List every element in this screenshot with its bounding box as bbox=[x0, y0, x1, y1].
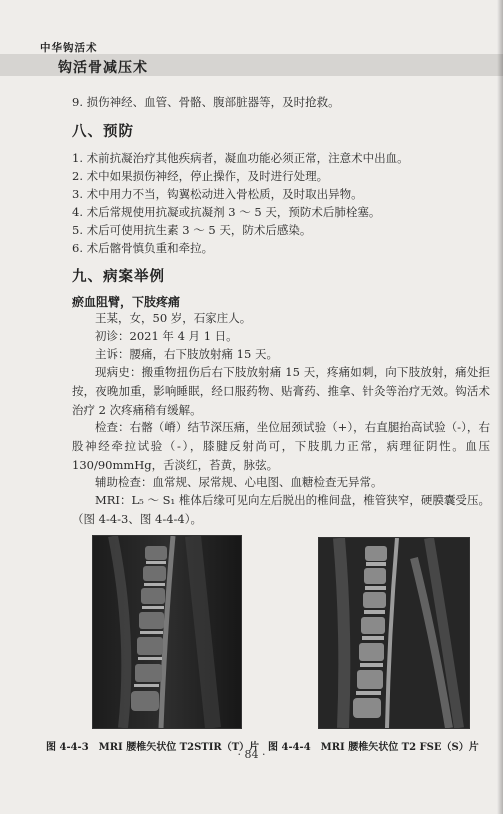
chapter-title: 钩活骨减压术 bbox=[58, 60, 148, 76]
list-item: 1. 术前抗凝治疗其他疾病者，凝血功能必须正常，注意术中出血。 bbox=[72, 151, 409, 165]
page-edge-shadow bbox=[497, 0, 503, 814]
series-title: 中华钩活术 bbox=[40, 42, 98, 54]
case-aux-exam: 辅助检查：血常规、尿常规、心电图、血糖检查无异常。 bbox=[95, 475, 383, 489]
page-number: · 84 · bbox=[237, 748, 266, 761]
list-item: 4. 术后常规使用抗凝或抗凝剂 3 ～ 5 天，预防术后肺栓塞。 bbox=[72, 205, 381, 219]
case-exam: 检查：右髂（嵴）结节深压痛，坐位屈颈试验（+），右直腿抬高试验（-），右股神经牵拉试验（-），膝腱反射尚可，下肢肌力正常，病理征阴性。血压 130/90mmHg，舌淡红，苔黄，脉弦。 bbox=[72, 420, 490, 472]
figure-caption-4-4-3: 图 4-4-3 MRI 腰椎矢状位 T2STIR（T）片 bbox=[46, 742, 260, 753]
case-patient: 王某，女，50 岁，石家庄人。 bbox=[95, 311, 252, 325]
case-mri: MRI：L₅ ～ S₁ 椎体后缘可见向左后脱出的椎间盘，椎管狭窄，硬膜囊受压。（图 4-4-3、图 4-4-4）。 bbox=[72, 493, 490, 526]
case-history: 现病史：搬重物扭伤后右下肢放射痛 15 天，疼痛如刺，向下肢放射，痛处拒按，夜晚加重，影响睡眠，经口服药物、贴膏药、推拿、针灸等治疗无效。钩活术治疗 2 次疼痛稍有缓解。 bbox=[72, 365, 490, 417]
case-title: 瘀血阻臂，下肢疼痛 bbox=[72, 295, 181, 309]
list-item: 9. 损伤神经、血管、骨骼、腹部脏器等，及时抢救。 bbox=[72, 95, 340, 109]
section-heading-case: 九、病案举例 bbox=[72, 268, 165, 285]
list-item: 6. 术后髂骨慎负重和牵拉。 bbox=[72, 241, 214, 255]
mri-image-t2stir bbox=[92, 535, 242, 729]
mri-image-t2fse bbox=[318, 537, 470, 729]
figure-caption-4-4-4: 图 4-4-4 MRI 腰椎矢状位 T2 FSE（S）片 bbox=[268, 742, 479, 753]
list-item: 5. 术后可使用抗生素 3 ～ 5 天，防术后感染。 bbox=[72, 223, 312, 237]
list-item: 3. 术中用力不当，钩翼松动进入骨松质，及时取出异物。 bbox=[72, 187, 363, 201]
section-heading-prevention: 八、预防 bbox=[72, 123, 134, 140]
case-complaint: 主诉：腰痛，右下肢放射痛 15 天。 bbox=[95, 347, 278, 361]
case-first-visit: 初诊：2021 年 4 月 1 日。 bbox=[95, 329, 238, 343]
list-item: 2. 术中如果损伤神经，停止操作，及时进行处理。 bbox=[72, 169, 329, 183]
